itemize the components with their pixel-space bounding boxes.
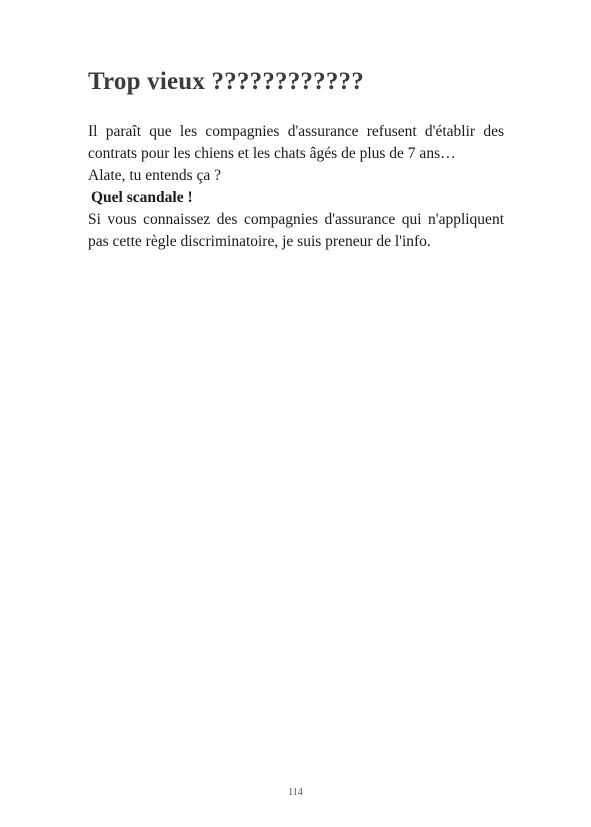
page-number: 114 <box>288 787 303 798</box>
page-title: Trop vieux ???????????? <box>88 68 364 95</box>
line-alate: Alate, tu entends ça ? <box>88 167 221 184</box>
body-text <box>88 121 504 253</box>
exclamation-line: Quel scandale ! <box>91 189 193 206</box>
paragraph-request-info: Si vous connaissez des compagnies d'assurance qui n'appliquent pas cette règle discriminatoire, je suis preneur de l'info. <box>88 211 504 250</box>
paragraph-insurance-refusal: Il paraît que les compagnies d'assurance refusent d'établir des contrats pour les chiens et les chats âgés de plus de 7 ans… <box>88 123 504 162</box>
